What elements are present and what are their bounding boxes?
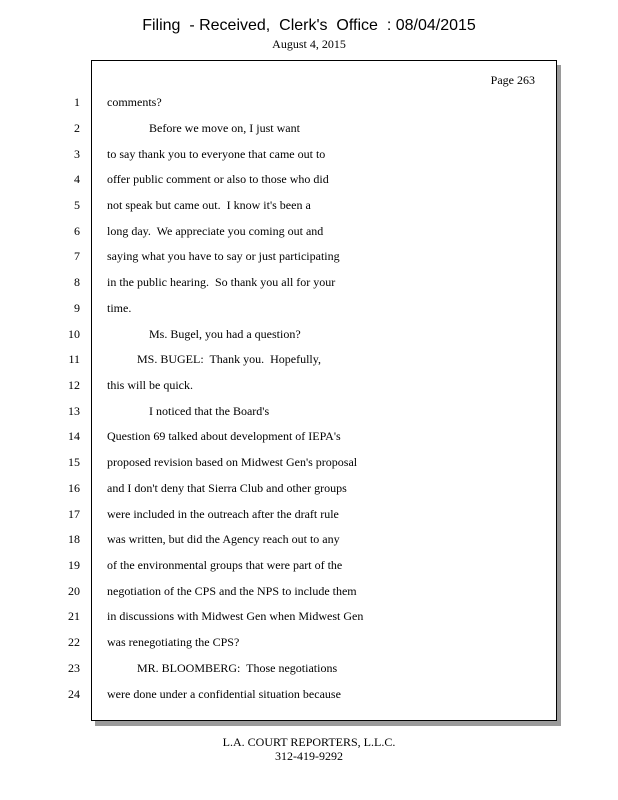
line-number: 23 — [68, 661, 80, 675]
filing-date: August 4, 2015 — [272, 37, 346, 51]
line-number: 24 — [68, 687, 80, 701]
transcript-line: of the environmental groups that were part of the — [107, 558, 343, 572]
transcript-line: comments? — [107, 95, 162, 109]
line-number: 20 — [68, 584, 80, 598]
transcript-line: to say thank you to everyone that came out to — [107, 147, 326, 161]
transcript-line: not speak but came out. I know it's been a — [107, 198, 311, 212]
transcript-line: was renegotiating the CPS? — [107, 635, 240, 649]
transcript-line: was written, but did the Agency reach out to any — [107, 532, 340, 546]
transcript-line: Before we move on, I just want — [107, 121, 300, 135]
transcript-line: Question 69 talked about development of IEPA's — [107, 429, 341, 443]
transcript-line: proposed revision based on Midwest Gen's proposal — [107, 455, 358, 469]
line-number: 5 — [74, 198, 80, 212]
transcript-line: negotiation of the CPS and the NPS to include them — [107, 584, 357, 598]
transcript-line: this will be quick. — [107, 378, 193, 392]
line-number: 15 — [68, 455, 80, 469]
line-number: 2 — [74, 121, 80, 135]
reporter-phone: 312-419-9292 — [275, 749, 343, 763]
line-number: 10 — [68, 327, 80, 341]
page-number: Page 263 — [490, 73, 535, 87]
line-number: 4 — [74, 172, 80, 186]
transcript-line: saying what you have to say or just participating — [107, 249, 340, 263]
transcript-line: Ms. Bugel, you had a question? — [107, 327, 301, 341]
filing-stamp: Filing - Received, Clerk's Office : 08/04/2015 — [142, 17, 476, 34]
line-number: 1 — [74, 95, 80, 109]
line-number: 18 — [68, 532, 80, 546]
line-number: 13 — [68, 404, 80, 418]
line-number: 17 — [68, 507, 80, 521]
line-number: 11 — [68, 352, 80, 366]
transcript-line: MS. BUGEL: Thank you. Hopefully, — [107, 352, 321, 366]
line-number: 14 — [68, 429, 80, 443]
transcript-line: were done under a confidential situation because — [107, 687, 341, 701]
line-number: 19 — [68, 558, 80, 572]
transcript-line: in the public hearing. So thank you all for your — [107, 275, 336, 289]
line-number: 22 — [68, 635, 80, 649]
line-number: 9 — [74, 301, 80, 315]
transcript-line: in discussions with Midwest Gen when Midwest Gen — [107, 609, 364, 623]
transcript-line: I noticed that the Board's — [107, 404, 270, 418]
line-number: 6 — [74, 224, 80, 238]
transcript-line: and I don't deny that Sierra Club and other groups — [107, 481, 347, 495]
line-number: 21 — [68, 609, 80, 623]
transcript-line: offer public comment or also to those who did — [107, 172, 329, 186]
transcript-line: long day. We appreciate you coming out and — [107, 224, 324, 238]
line-number: 12 — [68, 378, 80, 392]
line-number: 7 — [74, 249, 80, 263]
transcript-line: were included in the outreach after the draft rule — [107, 507, 339, 521]
transcript-line: MR. BLOOMBERG: Those negotiations — [107, 661, 338, 675]
line-number: 3 — [74, 147, 80, 161]
transcript-line: time. — [107, 301, 132, 315]
line-number: 16 — [68, 481, 80, 495]
reporter-company: L.A. COURT REPORTERS, L.L.C. — [222, 735, 396, 749]
line-number: 8 — [74, 275, 80, 289]
